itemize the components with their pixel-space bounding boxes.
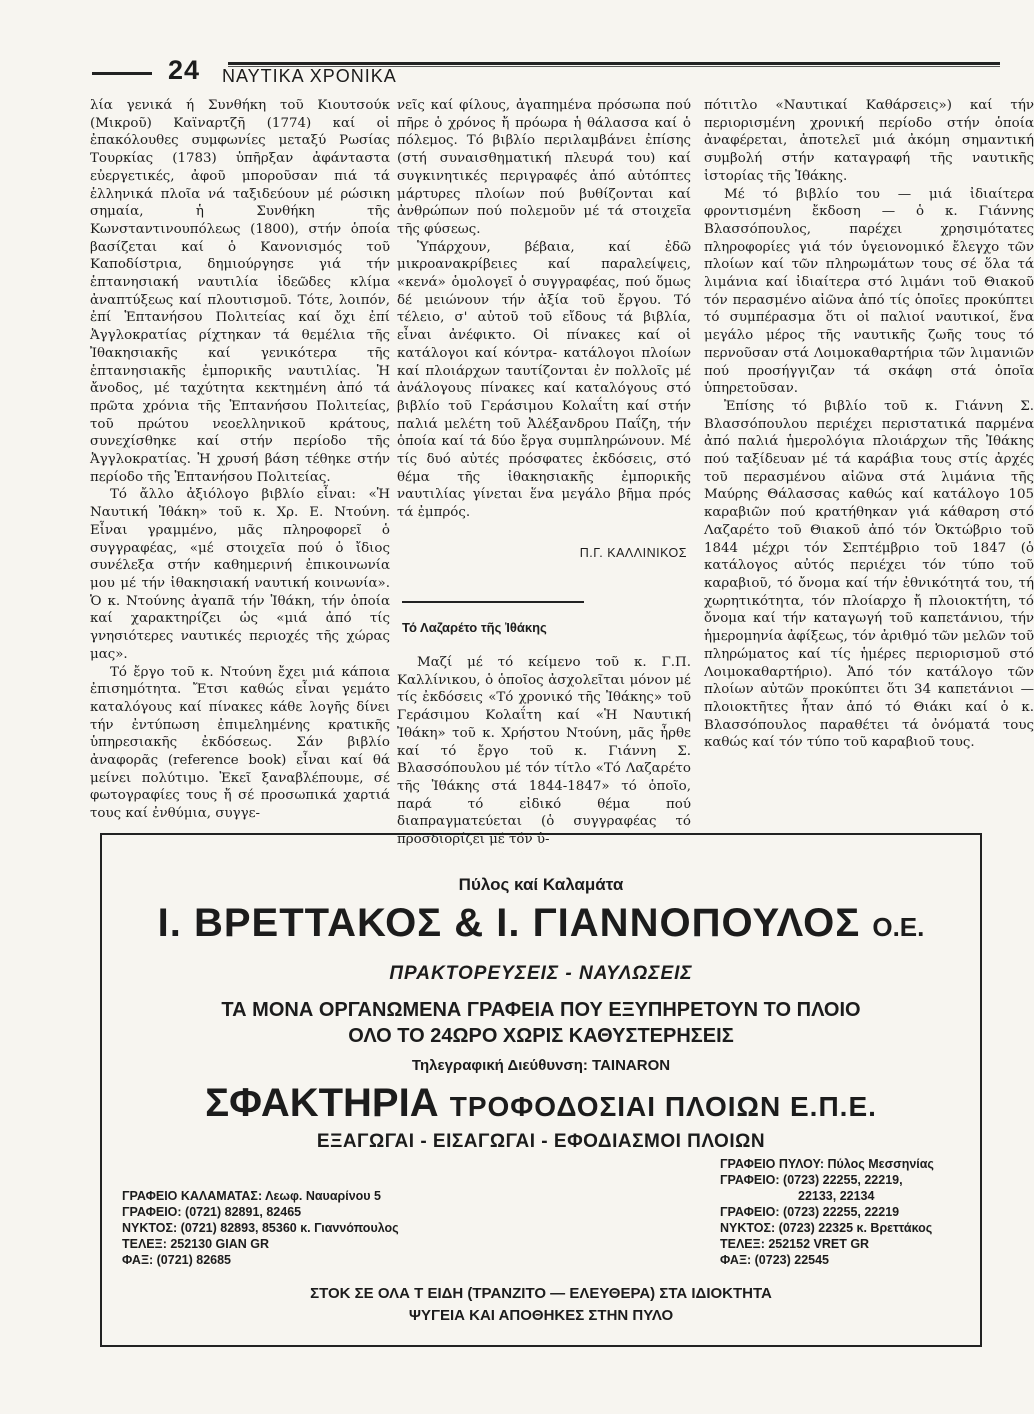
ad-stock-line1: ΣΤΟΚ ΣΕ ΟΛΑ Τ ΕΙΔΗ (ΤΡΑΝΖΙΤΟ — ΕΛΕΥΘΕΡΑ) ΣΤΑ ΙΔΙΟΚΤΗΤΑ — [310, 1285, 772, 1302]
paragraph: νεῖς καί φίλους, ἀγαπημένα πρόσωπα πού πῆρε ὁ χρόνος ἤ πρόωρα ἡ θάλασσα καί ὁ πόλεμος. Τό βιβλίο περιλαμβάνει ἐπίσης (στή συναισθηματική πλευρά του) καί συγκινητικές περιγραφές ἀπό αὐτόπτες μάρτυρες πλοίων πού βυθίζονται καί ἀνθρώπων πού πολεμοῦν μέ τά στοιχεῖα τῆς φύσεως. — [397, 98, 691, 237]
ad-office-line: ΓΡΑΦΕΙΟ: (0721) 82891, 82465 — [122, 1205, 302, 1219]
ad-second-company-title: ΣΦΑΚΤΗΡΙΑ — [205, 1081, 439, 1125]
ad-company-suffix: Ο.Ε. — [872, 912, 925, 942]
ad-company-title: Ι. ΒΡΕΤΤΑΚΟΣ & Ι. ΓΙΑΝΝΟΠΟΥΛΟΣ — [157, 901, 861, 945]
ad-stock-line2: ΨΥΓΕΙΑ ΚΑΙ ΑΠΟΘΗΚΕΣ ΣΤΗΝ ΠΥΛΟ — [408, 1307, 674, 1324]
ad-office-line: ΤΕΛΕΞ: 252152 VRET GR — [720, 1237, 870, 1251]
ad-office-line: ΦΑΞ: (0721) 82685 — [122, 1253, 231, 1267]
paragraph: Μαζί μέ τό κείμενο τοῦ κ. Γ.Π. Καλλίνικου, ὁ ὁποῖος ἀσχολεῖται μόνον μέ τίς ἐκδόσεις «Τό χρονικό τῆς Ἰθάκης» τοῦ Γεράσιμου Κολαΐτη καί «Ἡ Ναυτική Ἰθάκη» τοῦ κ. Χρήστου Ντούνη, μᾶς ἦρθε καί τό ἔργο τοῦ κ. Γιάννη Σ. Βλασσόπουλου μέ τόν τίτλο «Τό Λαζαρέτο τῆς Ἰθάκης στά 1844-1847» τό ὁποῖο, παρά τό εἰδικό θέμα πού διαπραγματεύεται (ὁ συγγραφέας τό προσδιορίζει μέ τόν ὑ- — [397, 655, 691, 848]
article-column-1 — [90, 97, 390, 823]
magazine-title: ΝΑΥΤΙΚΑ ΧΡΟΝΙΚΑ — [222, 66, 397, 86]
header-rule-right — [228, 62, 1000, 65]
header-rule-left — [92, 72, 152, 75]
ad-city: Πύλος καί Καλαμάτα — [458, 875, 624, 894]
ad-office-line: ΓΡΑΦΕΙΟ ΚΑΛΑΜΑΤΑΣ: Λεωφ. Ναυαρίνου 5 — [122, 1189, 381, 1203]
article-column-3 — [704, 97, 1034, 752]
ad-pylos-office — [720, 1156, 934, 1268]
ad-office-line: ΝΥΚΤΟΣ: (0721) 82893, 85360 κ. Γιαννόπουλος — [122, 1221, 399, 1235]
paragraph: λία γενικά ή Συνθήκη τοῦ Κιουτσούκ (Μικροῦ) Καϊναρτζῆ (1774) καί οἱ ἐπακόλουθες συμφωνίες μεταξύ Ρωσίας Τουρκίας (1783) ὑπῆρξαν ἀφάνταστα εὐεργετικές, ἀφοῦ μποροῦσαν πιά τά ἑλληνικά πλοῖα νά ταξιδεύουν μέ ρώσικη σημαία, ἡ Συνθήκη τῆς Κωνσταντινουπόλεως (1800), στήν ὁποία βασίζεται καί ὁ Κανονισμός τοῦ Καποδίστρια, δημιούργησε γιά τήν ἑπτανησιακή ναυτιλία ἰδεῶδες κλίμα ἀναπτύξεως καί πλουτισμοῦ. Τότε, λοιπόν, ἐπί Ἑπτανήσου Πολιτείας καί ὄχι ἐπί Ἀγγλοκρατίας ρίχτηκαν τά θεμέλια τῆς Ἰθακησιακῆς καί γενικότερα τῆς ἑπτανησιακῆς ἐμπορικῆς ναυτιλίας. Ἡ ἄνοδος, μέ ταχύτητα κεκτημένη ἀπό τά πρῶτα χρόνια τῆς Ἑπτανήσου Πολιτείας, τοῦ πρώτου νεοελληνικοῦ κράτους, συνεχίσθηκε καί στήν περίοδο τῆς Ἀγγλοκρατίας. Ἡ χρυσή βάση τέθηκε στήν περίοδο τῆς Ἑπτανήσου Πολιτείας. — [90, 98, 390, 485]
article-column-2 — [397, 97, 691, 522]
ad-office-line: ΓΡΑΦΕΙΟ ΠΥΛΟΥ: Πύλος Μεσσηνίας — [720, 1157, 934, 1171]
ad-office-line: ΓΡΑΦΕΙΟ: (0723) 22255, 22219, — [720, 1173, 903, 1187]
ad-company-name — [102, 901, 980, 946]
paragraph: Ὑπάρχουν, βέβαια, καί ἐδῶ μικροανακρίβειες καί παραλείψεις, «κενά» ὁμολογεῖ ὁ συγγραφέας, πού ὅμως δέ μειώνουν τήν ἀξία τοῦ ἔργου. Τό τέλειο, σ' αὐτοῦ τοῦ εἴδους τά βιβλία, εἶναι ἀνέφικτο. Οἱ πίνακες καί οἱ κατάλογοι καί κόντρα- κατάλογοι πλοίων καί πλοιάρχων ταυτίζονται ἐν πολλοῖς μέ ἀνάλογους πίνακες καί καταλόγους στό βιβλίο τοῦ Γεράσιμου Κολαΐτη καί στήν παλιά μελέτη τοῦ Ἀλέξανδρου Παΐζη, τήν ὁποία καί τά δύο ἔργα συμπληρώνουν. Μέ τίς δυό αὐτές πρόσφατες ἐκδόσεις, στό θέμα τῆς ἰθακησιακῆς ἐμπορικῆς ναυτιλίας γίνεται ἕνα μεγάλο βῆμα πρός τά ἐμπρός. — [397, 239, 691, 521]
paragraph: Τό ἄλλο ἀξιόλογο βιβλίο εἶναι: «Ἡ Ναυτική Ἰθάκη» τοῦ κ. Χρ. Ε. Ντούνη. Εἶναι γραμμένο, μᾶς πληροφορεῖ ὁ συγγραφέας, «μέ στοιχεῖα πού ὁ ἴδιος συνέλεξα στήν καθημερινή ἐπικοινωνία μου μέ τήν ἰθακησιακή ναυτική κοινωνία». Ὁ κ. Ντούνης ἀγαπᾶ τήν Ἰθάκη, τήν ὁποία καί χαρακτηρίζει ὡς «μιά ἀπό τίς γνησιότερες ναυτικές περιοχές τῆς χώρας μας». — [90, 487, 390, 662]
ad-services: ΠΡΑΚΤΟΡΕΥΣΕΙΣ - ΝΑΥΛΩΣΕΙΣ — [389, 963, 693, 984]
section-rule — [402, 601, 584, 603]
ad-kalamata-office — [122, 1188, 399, 1268]
section-heading: Τό Λαζαρέτο τῆς Ἰθάκης — [402, 620, 547, 635]
paragraph: Τό ἔργο τοῦ κ. Ντούνη ἔχει μιά κάποια ἐπισημότητα. Ἔτσι καθώς εἶναι γεμάτο καταλόγους καί πίνακες κάθε λογῆς δίνει τήν ἐντύπωση ἐπιμελημένης κρατικῆς ὑπηρεσιακῆς ἐκδόσεως. Σάν βιβλίο ἀναφορᾶς (reference book) εἶναι καί θά μείνει πολύτιμο. Ἐκεῖ ξαναβλέπουμε, σέ φωτογραφίες τους ἤ σέ προσωπικά χαρτιά τους καί ἐνθύμια, συγγε- — [90, 664, 390, 822]
ad-trade-line: ΕΞΑΓΩΓΑΙ - ΕΙΣΑΓΩΓΑΙ - ΕΦΟΔΙΑΣΜΟΙ ΠΛΟΙΩΝ — [316, 1131, 766, 1152]
advertisement-box — [100, 833, 982, 1347]
article-column-2-section — [397, 654, 691, 849]
ad-office-line: ΓΡΑΦΕΙΟ: (0723) 22255, 22219 — [720, 1205, 900, 1219]
ad-slogan-line2: ΟΛΟ ΤΟ 24ΩΡΟ ΧΩΡΙΣ ΚΑΘΥΣΤΕΡΗΣΕΙΣ — [348, 1025, 734, 1047]
paragraph: Μέ τό βιβλίο του — μιά ἰδιαίτερα φροντισμένη ἔκδοση — ὁ κ. Γιάννης Βλασσόπουλος, παρέχει χρησιμότατες πληροφορίες γιά τόν ὑγειονομικό ἔλεγχο τῶν πλοίων καί τῶν πληρωμάτων τους σέ ὅλα τά λιμάνια καί ἰδιαίτερα στό λιμάνι τοῦ Θιακοῦ τόν περασμένο αἰῶνα ἀπό τίς ὁποῖες προκύπτει τό συμπέρασμα ὅτι οἱ παλιοί ναυτικοί, ἕνα μεγάλο μέρος τῆς ναυτικῆς ζωῆς τους τό περνοῦσαν στά Λοιμοκαθαρτήρια τῶν λιμανιῶν πού προσήγγιζαν τά σκάφη στά ὁποῖα ὑπηρετοῦσαν. — [704, 186, 1034, 397]
ad-office-line: 22133, 22134 — [798, 1189, 875, 1203]
ad-office-line: ΝΥΚΤΟΣ: (0723) 22325 κ. Βρεττάκος — [720, 1221, 933, 1235]
page-number: 24 — [168, 55, 201, 85]
ad-second-company — [102, 1081, 980, 1126]
ad-second-company-subtitle: ΤΡΟΦΟΔΟΣΙΑΙ ΠΛΟΙΩΝ Ε.Π.Ε. — [449, 1091, 877, 1122]
ad-office-line: ΤΕΛΕΞ: 252130 GIAN GR — [122, 1237, 269, 1251]
ad-telegraph-address: Τηλεγραφική Διεύθυνση: TAINARON — [411, 1057, 671, 1074]
paragraph: πότιτλο «Ναυτικαί Καθάρσεις») καί τήν περιορισμένη χρονική περίοδο στήν ὁποία ἀναφέρεται, ἀποτελεῖ μιά ἀκόμη σημαντική συμβολή στήν καταγραφή τῆς ναυτικῆς ἱστορίας τῆς Ἰθάκης. — [704, 98, 1034, 184]
paragraph: Ἐπίσης τό βιβλίο τοῦ κ. Γιάννη Σ. Βλασσόπουλου περιέχει περιστατικά παρμένα ἀπό παλιά ἡμερολόγια πλοιάρχων τῆς Ἰθάκης πού ταξίδευαν μέ τά καράβια τους στίς ἀρχές τοῦ περασμένου αἰῶνα στά λιμάνια τῆς Μαύρης Θάλασσας καθώς καί κατάλογο 105 καραβιῶν πού κρατήθηκαν γιά κάθαρση στό Λαζαρέτο τοῦ Θιακοῦ ἀπό τόν Ὀκτώβριο τοῦ 1844 μέχρι τόν Σεπτέμβριο τοῦ 1847 (ὁ κατάλογος αὐτός περιέχει τόν τύπο τοῦ καραβιοῦ, τό ὄνομα καί τήν ἐθνικότητά του, τή χωρητικότητα, τόν πλοίαρχο ἤ πλοιοκτήτη, τό ὄνομα καί τήν καταγωγή τοῦ καπετάνιου, τήν ἡμερομηνία ἀφίξεως, τόν ἀριθμό τῶν μελῶν τοῦ πληρώματος καί τίς ἡμέρες περιορισμοῦ στό Λοιμοκαθαρτήριο). Ἀπό τόν κατάλογο τῶν πλοίων αὐτῶν προκύπτει ὅτι 34 καπετάνιοι — πλοιοκτῆτες ἦταν ἀπό τό Θιάκι καί ὁ κ. Βλασσόπουλος παραθέτει τά ὀνόματά τους καθώς καί τόν τύπο τοῦ καραβιοῦ τους. — [704, 398, 1034, 751]
ad-office-line: ΦΑΞ: (0723) 22545 — [720, 1253, 829, 1267]
author-signature: Π.Γ. ΚΑΛΛΙΝΙΚΟΣ — [579, 546, 687, 560]
ad-slogan-line1: ΤΑ ΜΟΝΑ ΟΡΓΑΝΩΜΕΝΑ ΓΡΑΦΕΙΑ ΠΟΥ ΕΞΥΠΗΡΕΤΟΥΝ ΤΟ ΠΛΟΙΟ — [221, 999, 861, 1021]
